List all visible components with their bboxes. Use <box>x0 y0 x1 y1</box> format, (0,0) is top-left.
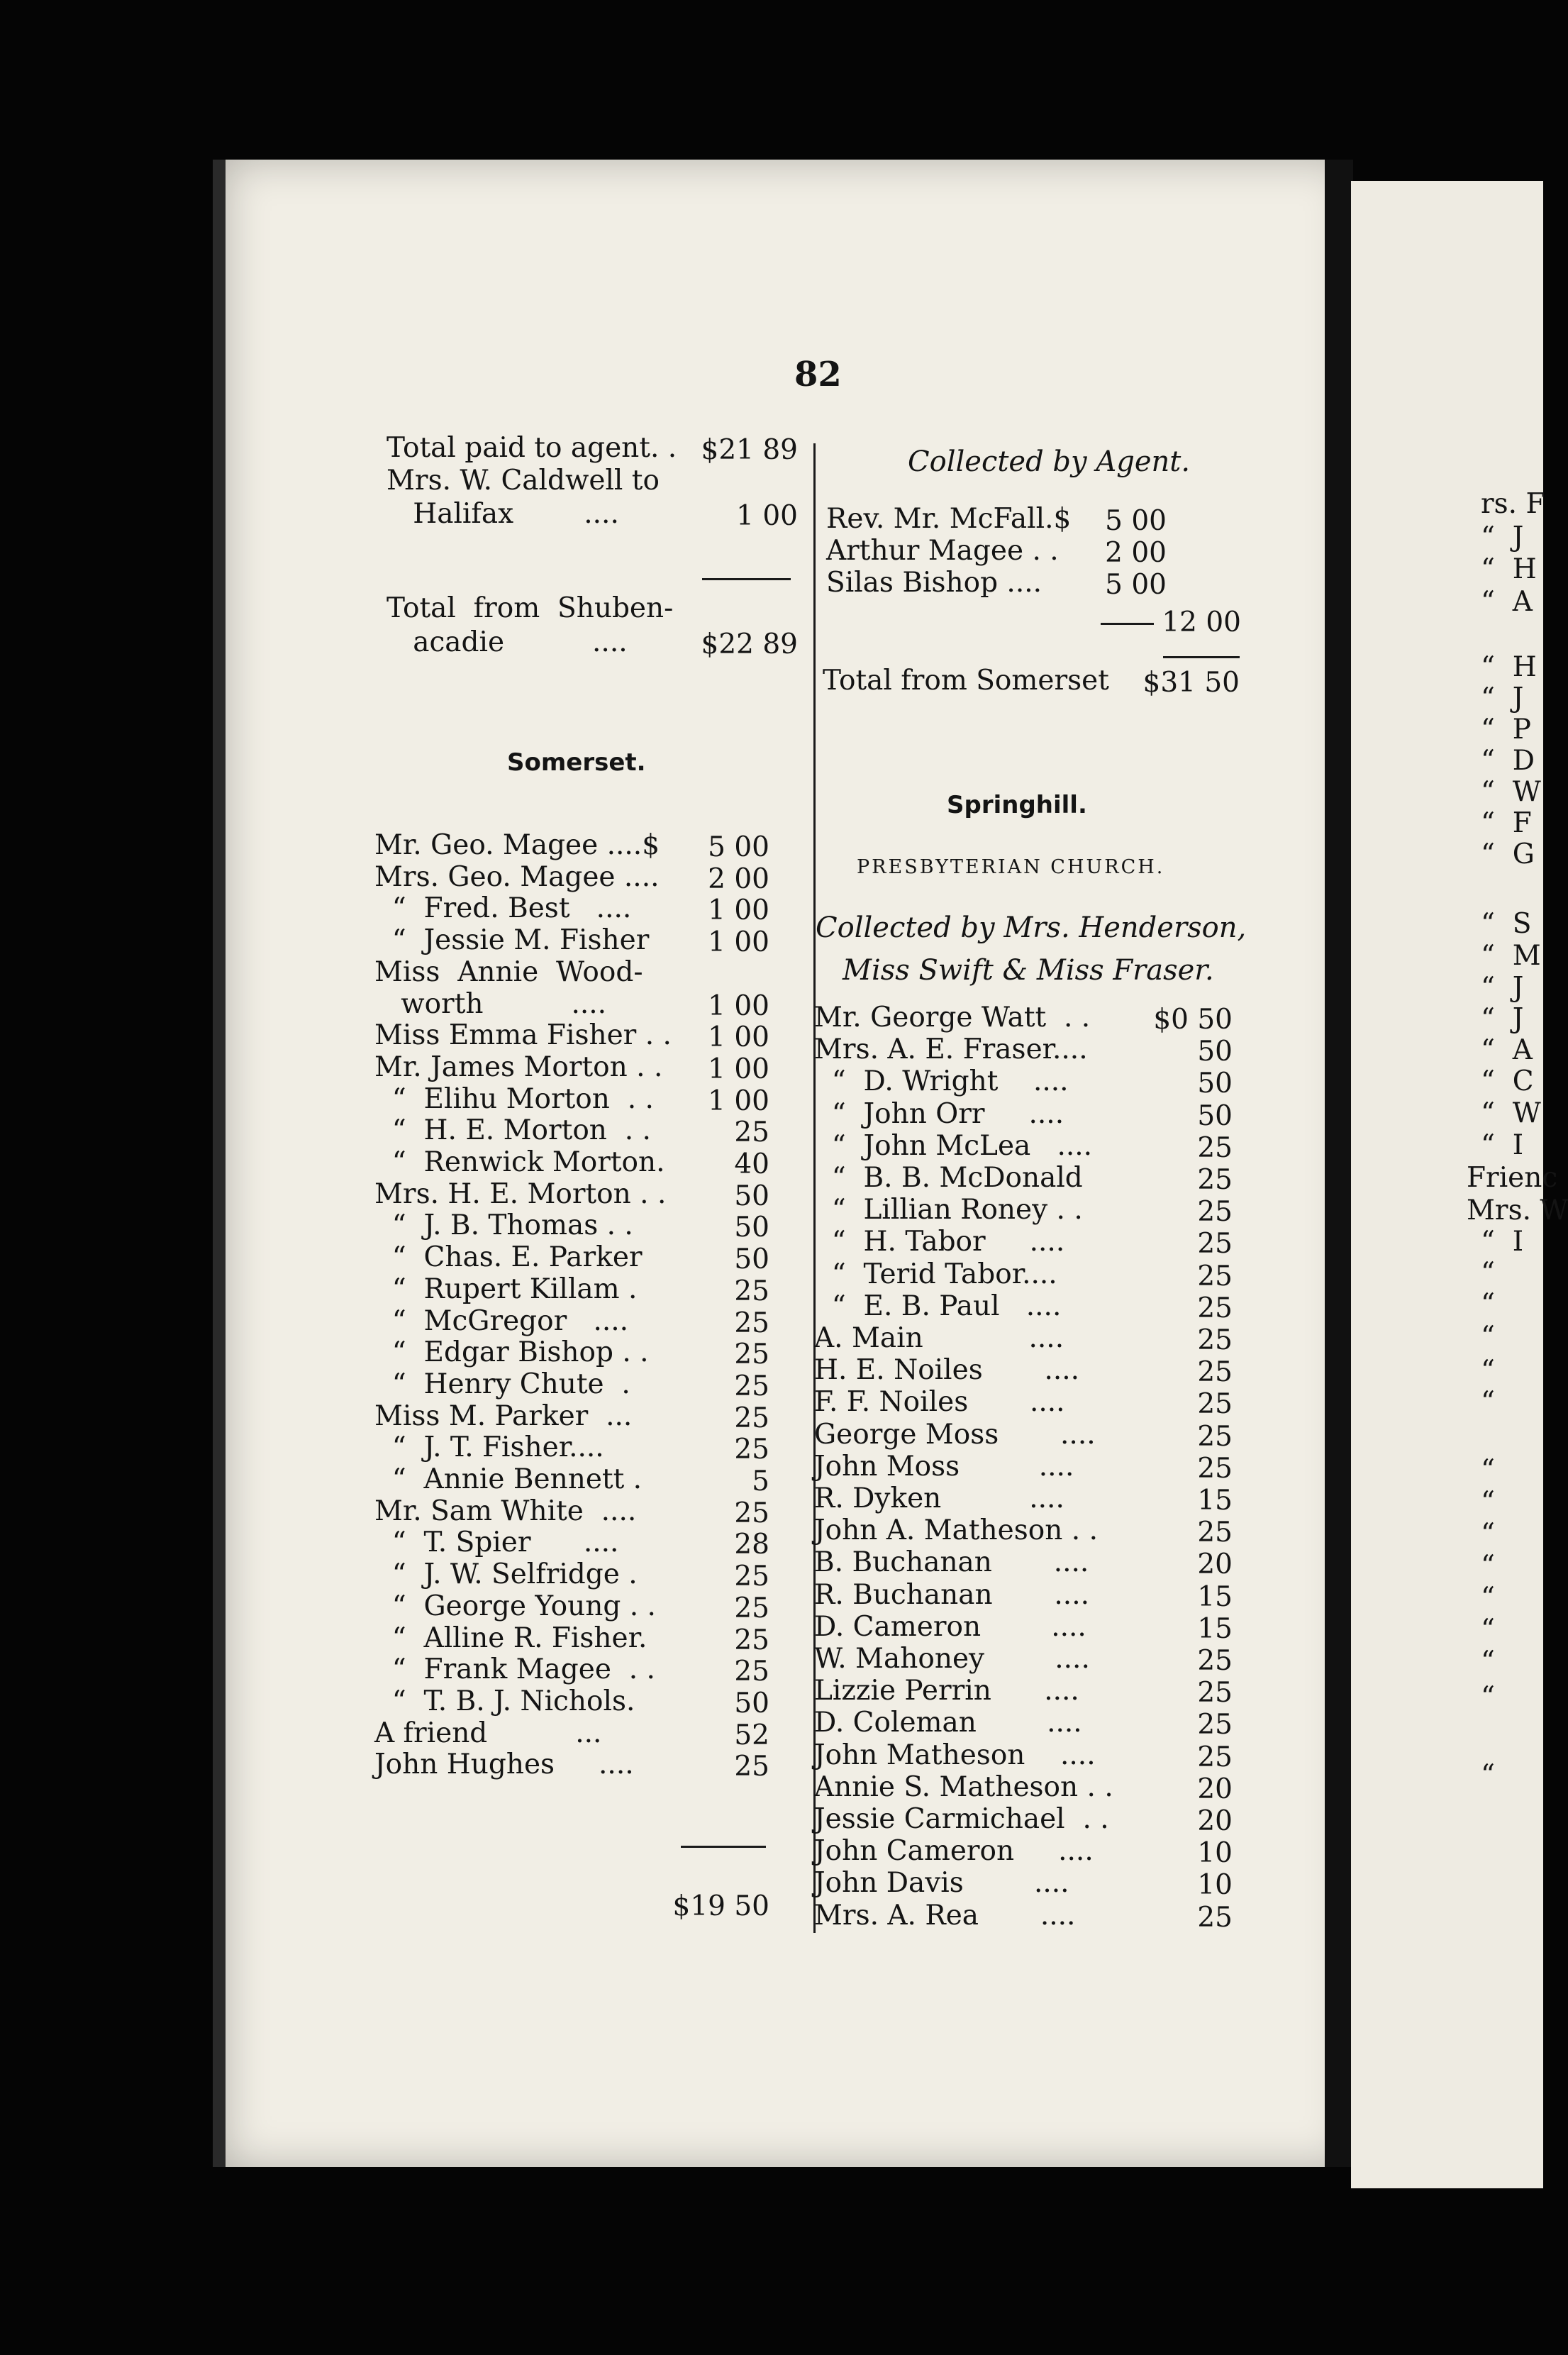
somerset-row-amount: 28 <box>734 1529 769 1561</box>
next-page-fragment: rs. F <box>1481 488 1545 520</box>
springhill-row-name: “ John McLea .... <box>814 1129 1093 1162</box>
springhill-row-amount: 20 <box>1197 1805 1233 1837</box>
somerset-row-amount: 1 00 <box>708 1053 769 1085</box>
springhill-row-name: Mrs. A. Rea .... <box>814 1899 1076 1932</box>
somerset-row-amount: 25 <box>734 1497 769 1529</box>
springhill-row-name: Jessie Carmichael . . <box>814 1803 1109 1835</box>
somerset-row-amount: 1 00 <box>708 990 769 1022</box>
springhill-row-name: “ Terid Tabor.... <box>814 1258 1057 1290</box>
somerset-row-name: “ Annie Bennett . <box>374 1463 643 1495</box>
next-page-fragment: “ W <box>1481 776 1541 808</box>
somerset-row-name: “ Rupert Killam . <box>374 1273 638 1305</box>
somerset-row-amount: 5 00 <box>708 831 769 863</box>
somerset-row-name: Miss M. Parker ... <box>374 1400 633 1432</box>
somerset-row-name: “ H. E. Morton . . <box>374 1114 651 1147</box>
next-page-fragment: “ <box>1481 1582 1495 1614</box>
somerset-row-name: “ Jessie M. Fisher <box>374 924 650 957</box>
next-page-fragment: “ <box>1481 1550 1495 1582</box>
somerset-row-name: Miss Annie Wood- <box>374 955 643 988</box>
somerset-row-name: “ J. W. Selfridge . <box>374 1558 638 1591</box>
somerset-row-name: “ Frank Magee . . <box>374 1653 655 1686</box>
somerset-row-name: “ Elihu Morton . . <box>374 1082 654 1115</box>
somerset-row-amount: 25 <box>734 1561 769 1593</box>
springhill-row-amount: 15 <box>1197 1612 1233 1645</box>
next-page-fragment: “ <box>1481 1486 1495 1518</box>
next-page-fragment: “ I <box>1481 1129 1524 1161</box>
somerset-row-amount: 25 <box>734 1434 769 1466</box>
somerset-row-name: “ Alline R. Fisher. <box>374 1622 647 1654</box>
springhill-row-amount: 25 <box>1197 1228 1233 1260</box>
next-page-fragment: Mrs. W <box>1467 1195 1568 1226</box>
top-row-amount: $22 89 <box>701 628 798 660</box>
springhill-row-name: “ H. Tabor .... <box>814 1226 1065 1258</box>
somerset-row-amount: 25 <box>734 1370 769 1402</box>
agent-heading: Collected by Agent. <box>908 445 1191 478</box>
somerset-row-amount: 50 <box>734 1687 769 1719</box>
somerset-row-amount: 25 <box>734 1402 769 1434</box>
springhill-row-amount: 10 <box>1197 1837 1233 1870</box>
church-heading: PRESBYTERIAN CHURCH. <box>857 856 1165 878</box>
springhill-row-amount: 25 <box>1197 1292 1233 1324</box>
somerset-row-name: “ J. T. Fisher.... <box>374 1431 604 1464</box>
springhill-row-name: R. Dyken .... <box>814 1483 1064 1514</box>
springhill-row-amount: 10 <box>1197 1869 1233 1902</box>
somerset-row-name: Mr. James Morton . . <box>374 1051 663 1083</box>
next-page-fragment: “ D <box>1481 745 1535 777</box>
springhill-row-name: “ Lillian Roney . . <box>814 1194 1083 1226</box>
agent-row-amount: 5 00 <box>1105 505 1167 537</box>
somerset-row-amount: 1 00 <box>708 1021 769 1054</box>
next-page-fragment: “ M <box>1481 940 1541 972</box>
springhill-row-amount: 50 <box>1197 1099 1233 1132</box>
springhill-row-amount: 25 <box>1197 1645 1233 1677</box>
springhill-row-amount: 25 <box>1197 1356 1233 1389</box>
somerset-row-name: worth .... <box>374 987 607 1020</box>
somerset-row-amount: 40 <box>734 1148 769 1180</box>
springhill-row-amount: 25 <box>1197 1131 1233 1164</box>
book-gutter <box>1325 160 1353 2167</box>
springhill-row-amount: 25 <box>1197 1260 1233 1292</box>
sum-rule <box>681 1846 766 1848</box>
somerset-row-name: Mrs. H. E. Morton . . <box>374 1178 667 1210</box>
springhill-row-name: B. Buchanan .... <box>814 1546 1089 1579</box>
somerset-row-amount: 25 <box>734 1656 769 1688</box>
somerset-row-name: “ T. B. J. Nichols. <box>374 1685 635 1717</box>
sum-rule <box>1101 623 1154 625</box>
somerset-row-amount: 50 <box>734 1243 769 1276</box>
springhill-row-name: “ E. B. Paul .... <box>814 1290 1062 1322</box>
springhill-row-amount: 15 <box>1197 1485 1233 1517</box>
somerset-row-amount: 50 <box>734 1212 769 1244</box>
somerset-row-name: Mr. Sam White .... <box>374 1495 637 1527</box>
somerset-row-name: “ Henry Chute . <box>374 1368 630 1400</box>
springhill-row-amount: 25 <box>1197 1164 1233 1196</box>
next-page-fragment: “ P <box>1481 714 1531 746</box>
somerset-row-amount: 25 <box>734 1592 769 1624</box>
top-row-name: acadie .... <box>387 626 628 658</box>
springhill-heading: Springhill. <box>947 791 1087 819</box>
next-page-fragment: “ <box>1481 1614 1495 1646</box>
next-page-fragment: “ W <box>1481 1097 1541 1129</box>
next-page-fragment: “ H <box>1481 553 1537 585</box>
next-page-fragment: “ J <box>1481 1003 1524 1035</box>
collected-by-line1: Collected by Mrs. Henderson, <box>816 911 1247 944</box>
next-page-fragment: “ C <box>1481 1065 1534 1097</box>
springhill-row-name: John Cameron .... <box>814 1835 1094 1868</box>
springhill-row-amount: 50 <box>1197 1036 1233 1068</box>
somerset-row-amount: 2 00 <box>708 863 769 895</box>
somerset-row-amount: 25 <box>734 1624 769 1656</box>
next-page-fragment: “ J <box>1481 521 1524 553</box>
next-page-fragment: “ I <box>1481 1226 1524 1258</box>
springhill-row-amount: 50 <box>1197 1068 1233 1100</box>
somerset-row-name: “ J. B. Thomas . . <box>374 1209 633 1242</box>
top-row-name: Total from Shuben- <box>387 592 674 624</box>
somerset-total-label: Total from Somerset <box>823 665 1109 697</box>
next-page-fragment: “ <box>1481 1454 1495 1486</box>
springhill-row-name: “ B. B. McDonald <box>814 1162 1083 1194</box>
agent-row-amount: 5 00 <box>1105 569 1167 601</box>
springhill-row-name: John A. Matheson . . <box>814 1514 1098 1547</box>
next-page-fragment: “ G <box>1481 838 1535 870</box>
springhill-row-name: A. Main .... <box>814 1322 1064 1354</box>
next-page-fragment: “ <box>1481 1759 1495 1791</box>
agent-subtotal: 12 00 <box>1162 606 1241 638</box>
springhill-row-amount: 25 <box>1197 1709 1233 1741</box>
springhill-row-name: Mr. George Watt . . <box>814 1002 1091 1034</box>
somerset-row-name: Miss Emma Fisher . . <box>374 1019 672 1052</box>
sum-rule <box>1163 656 1240 658</box>
springhill-row-amount: $0 50 <box>1153 1004 1233 1036</box>
springhill-row-name: Annie S. Matheson . . <box>814 1771 1113 1803</box>
next-page-fragment: “ <box>1481 1257 1495 1289</box>
springhill-row-amount: 15 <box>1197 1580 1233 1613</box>
springhill-row-amount: 25 <box>1197 1517 1233 1549</box>
springhill-row-name: R. Buchanan .... <box>814 1578 1090 1611</box>
agent-row-name: Rev. Mr. McFall.$ <box>826 503 1072 535</box>
agent-row-name: Silas Bishop .... <box>826 567 1042 599</box>
page-number: 82 <box>794 355 842 394</box>
springhill-row-amount: 20 <box>1197 1773 1233 1805</box>
springhill-row-amount: 25 <box>1197 1324 1233 1356</box>
next-page-fragment: “ <box>1481 1646 1495 1678</box>
top-row-name: Halifax .... <box>387 498 619 530</box>
springhill-row-name: John Moss .... <box>814 1450 1074 1483</box>
somerset-row-name: “ T. Spier .... <box>374 1526 619 1559</box>
somerset-row-amount: 1 00 <box>708 1085 769 1117</box>
somerset-total-value: $31 50 <box>1142 667 1240 699</box>
somerset-row-amount: 1 00 <box>708 926 769 959</box>
springhill-row-name: “ D. Wright .... <box>814 1065 1069 1098</box>
somerset-subtotal: $19 50 <box>672 1890 769 1922</box>
top-row-name: Total paid to agent. . <box>387 432 677 464</box>
springhill-row-amount: 25 <box>1197 1420 1233 1453</box>
springhill-row-amount: 25 <box>1197 1196 1233 1229</box>
next-page-fragment: “ J <box>1481 972 1524 1004</box>
springhill-row-name: “ John Orr .... <box>814 1097 1064 1130</box>
springhill-row-amount: 25 <box>1197 1677 1233 1710</box>
springhill-row-name: George Moss .... <box>814 1418 1096 1451</box>
somerset-row-amount: 25 <box>734 1116 769 1149</box>
springhill-row-name: D. Cameron .... <box>814 1610 1086 1643</box>
somerset-row-amount: 50 <box>734 1180 769 1212</box>
somerset-row-amount: 52 <box>734 1719 769 1751</box>
somerset-row-name: “ Chas. E. Parker <box>374 1241 643 1274</box>
springhill-row-name: Lizzie Perrin .... <box>814 1675 1079 1707</box>
next-page-fragment: “ F <box>1481 807 1532 839</box>
next-page-fragment: “ <box>1481 1355 1495 1387</box>
agent-row-amount: 2 00 <box>1105 537 1167 569</box>
next-page-fragment: “ H <box>1481 651 1537 683</box>
somerset-row-amount: 1 00 <box>708 894 769 927</box>
next-page-fragment: “ A <box>1481 586 1533 618</box>
next-page-fragment: Frienc <box>1467 1162 1558 1194</box>
springhill-row-name: F. F. Noiles .... <box>814 1386 1065 1419</box>
next-page-fragment: “ <box>1481 1518 1495 1550</box>
next-page-fragment: “ <box>1481 1681 1495 1713</box>
somerset-row-name: “ Renwick Morton. <box>374 1146 665 1178</box>
springhill-row-amount: 25 <box>1197 1452 1233 1485</box>
springhill-row-name: D. Coleman .... <box>814 1707 1082 1739</box>
collected-by-line2: Miss Swift & Miss Fraser. <box>843 954 1214 987</box>
somerset-heading: Somerset. <box>507 748 646 777</box>
somerset-row-name: “ Edgar Bishop . . <box>374 1336 649 1369</box>
springhill-row-amount: 20 <box>1197 1548 1233 1581</box>
somerset-row-amount: 25 <box>734 1751 769 1783</box>
springhill-row-name: John Davis .... <box>814 1867 1069 1900</box>
somerset-row-name: Mrs. Geo. Magee .... <box>374 860 660 893</box>
next-page-fragment: “ J <box>1481 682 1524 714</box>
somerset-row-name: A friend ... <box>374 1717 602 1749</box>
next-page-fragment: “ <box>1481 1321 1495 1353</box>
somerset-row-name: John Hughes .... <box>374 1749 634 1781</box>
next-page-fragment: “ S <box>1481 908 1532 940</box>
springhill-row-amount: 25 <box>1197 1388 1233 1421</box>
top-row-name: Mrs. W. Caldwell to <box>387 465 660 497</box>
somerset-row-name: “ George Young . . <box>374 1590 656 1622</box>
agent-row-name: Arthur Magee . . <box>826 535 1059 567</box>
springhill-row-amount: 25 <box>1197 1741 1233 1773</box>
somerset-row-amount: 25 <box>734 1339 769 1371</box>
springhill-row-name: John Matheson .... <box>814 1739 1096 1771</box>
next-page-fragment: “ A <box>1481 1034 1533 1066</box>
somerset-row-name: “ McGregor .... <box>374 1304 629 1337</box>
springhill-row-name: H. E. Noiles .... <box>814 1354 1080 1387</box>
top-row-amount: $21 89 <box>701 434 798 466</box>
next-page-fragment: “ <box>1481 1288 1495 1320</box>
somerset-row-amount: 25 <box>734 1307 769 1339</box>
somerset-row-amount: 25 <box>734 1275 769 1307</box>
somerset-row-name: Mr. Geo. Magee ....$ <box>374 829 660 861</box>
somerset-row-name: “ Fred. Best .... <box>374 892 632 925</box>
sum-rule <box>702 578 791 580</box>
springhill-row-name: W. Mahoney .... <box>814 1643 1090 1675</box>
next-page-fragment: “ <box>1481 1386 1495 1418</box>
springhill-row-amount: 25 <box>1197 1901 1233 1934</box>
somerset-row-amount: 5 <box>752 1465 769 1497</box>
springhill-row-name: Mrs. A. E. Fraser.... <box>814 1034 1088 1066</box>
top-row-amount: 1 00 <box>736 500 798 532</box>
